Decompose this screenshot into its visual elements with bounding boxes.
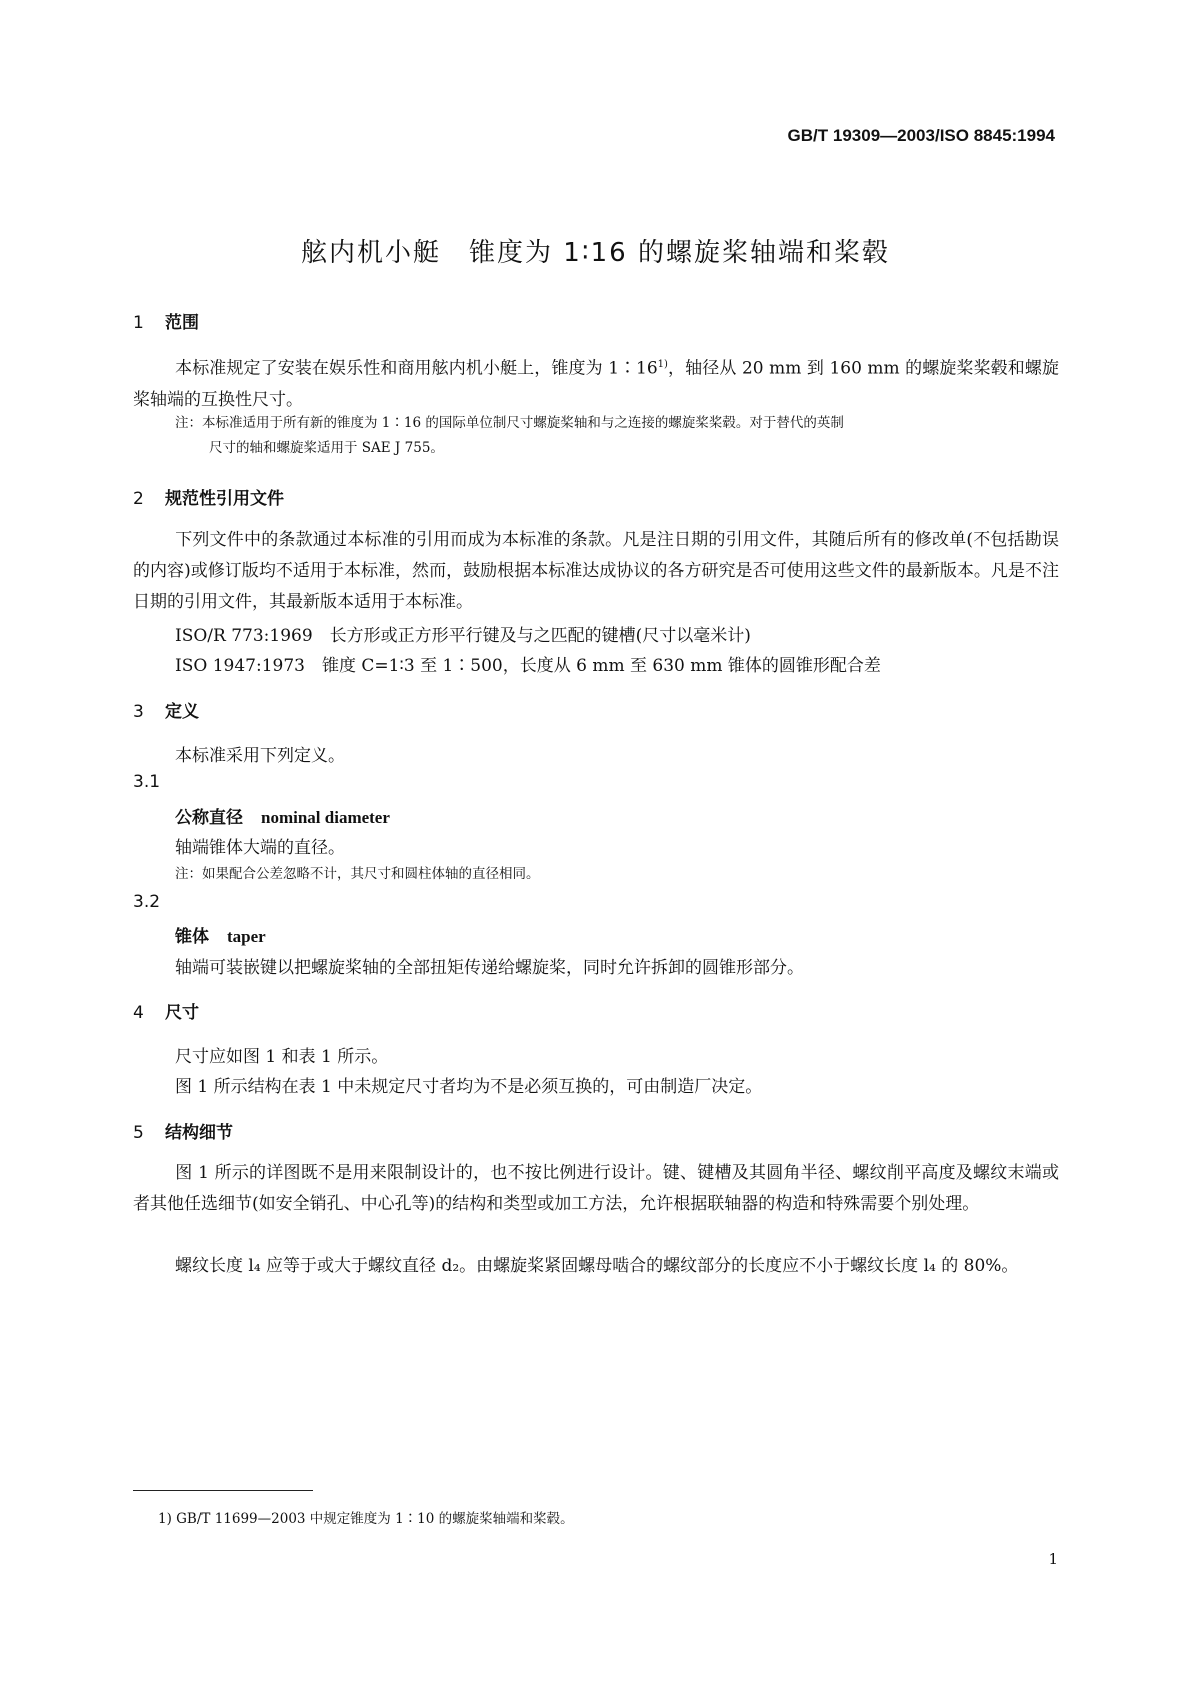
definition-1-term: 公称直径 nominal diameter [175, 808, 390, 828]
footnote-ref: 1) [657, 359, 668, 370]
definition-1-note: 注：如果配合公差忽略不计，其尺寸和圆柱体轴的直径相同。 [175, 866, 540, 882]
section-5-paragraph-2: 螺纹长度 l₄ 应等于或大于螺纹直径 d₂。由螺旋桨紧固螺母啮合的螺纹部分的长度应不小于螺纹长度 l₄ 的 80%。 [175, 1256, 1019, 1276]
definition-2-term: 锥体 taper [175, 927, 266, 947]
section-1-note: 注：本标准适用于所有新的锥度为 1∶16 的国际单位制尺寸螺旋桨轴和与之连接的螺旋桨桨毂。对于替代的英制 尺寸的轴和螺旋桨适用于 SAE J 755。 [175, 415, 844, 456]
section-3-intro: 本标准采用下列定义。 [175, 746, 345, 766]
reference-1: ISO/R 773:1969 长方形或正方形平行键及与之匹配的键槽(尺寸以毫米计) [175, 626, 751, 646]
section-4-paragraph-1: 尺寸应如图 1 和表 1 所示。 [175, 1047, 389, 1067]
section-3-heading [133, 697, 199, 722]
section-2-heading [133, 484, 284, 509]
section-4-title: 尺寸 [165, 1003, 199, 1023]
section-4-number: 4 [133, 1003, 144, 1023]
section-4-heading [133, 998, 199, 1023]
section-5-title: 结构细节 [165, 1123, 233, 1143]
section-3-title: 定义 [165, 702, 199, 722]
section-2-number: 2 [133, 489, 144, 509]
section-2-title: 规范性引用文件 [165, 489, 284, 509]
page-number: 1 [1048, 1550, 1058, 1568]
section-2-paragraph: 下列文件中的条款通过本标准的引用而成为本标准的条款。凡是注日期的引用文件，其随后所有的修改单(不包括勘误的内容)或修订版均不适用于本标准，然而，鼓励根据本标准达成协议的各方研究是否可使用这些文件的最新版本。凡是不注日期的引用文件，其最新版本适用于本标准。 [133, 530, 1059, 612]
standard-code: GB/T 19309—2003/ISO 8845:1994 [787, 126, 1055, 145]
section-3-number: 3 [133, 702, 144, 722]
definition-2-number: 3.2 [133, 892, 161, 912]
definition-1-number: 3.1 [133, 772, 161, 792]
section-1-number: 1 [133, 313, 144, 333]
section-5-number: 5 [133, 1123, 144, 1143]
definition-1-text: 轴端锥体大端的直径。 [175, 838, 345, 858]
footnote: 1) GB/T 11699—2003 中规定锥度为 1∶10 的螺旋桨轴端和桨毂。 [158, 1511, 574, 1527]
section-1-title: 范围 [165, 313, 199, 333]
section-1-heading [133, 308, 199, 333]
section-5-heading [133, 1118, 233, 1143]
footnote-divider [133, 1490, 313, 1491]
reference-2: ISO 1947:1973 锥度 C=1∶3 至 1∶500，长度从 6 mm 至 630 mm 锥体的圆锥形配合差 [175, 656, 881, 676]
definition-2-text: 轴端可装嵌键以把螺旋桨轴的全部扭矩传递给螺旋桨，同时允许拆卸的圆锥形部分。 [175, 958, 804, 978]
document-title: 舷内机小艇 锥度为 1∶16 的螺旋桨轴端和桨毂 [301, 238, 890, 268]
section-5-paragraph-1: 图 1 所示的详图既不是用来限制设计的，也不按比例进行设计。键、键槽及其圆角半径、螺纹削平高度及螺纹末端或者其他任选细节(如安全销孔、中心孔等)的结构和类型或加工方法，允许根据联轴器的构造和特殊需要个别处理。 [133, 1163, 1059, 1214]
section-1-paragraph: 本标准规定了安装在娱乐性和商用舷内机小艇上，锥度为 1∶16$^{1)}$，轴径从 20 mm 到 160 mm 的螺旋桨桨毂和螺旋桨轴端的互换性尺寸。 [133, 358, 1060, 410]
section-4-paragraph-2: 图 1 所示结构在表 1 中未规定尺寸者均为不是必须互换的，可由制造厂决定。 [175, 1077, 763, 1097]
